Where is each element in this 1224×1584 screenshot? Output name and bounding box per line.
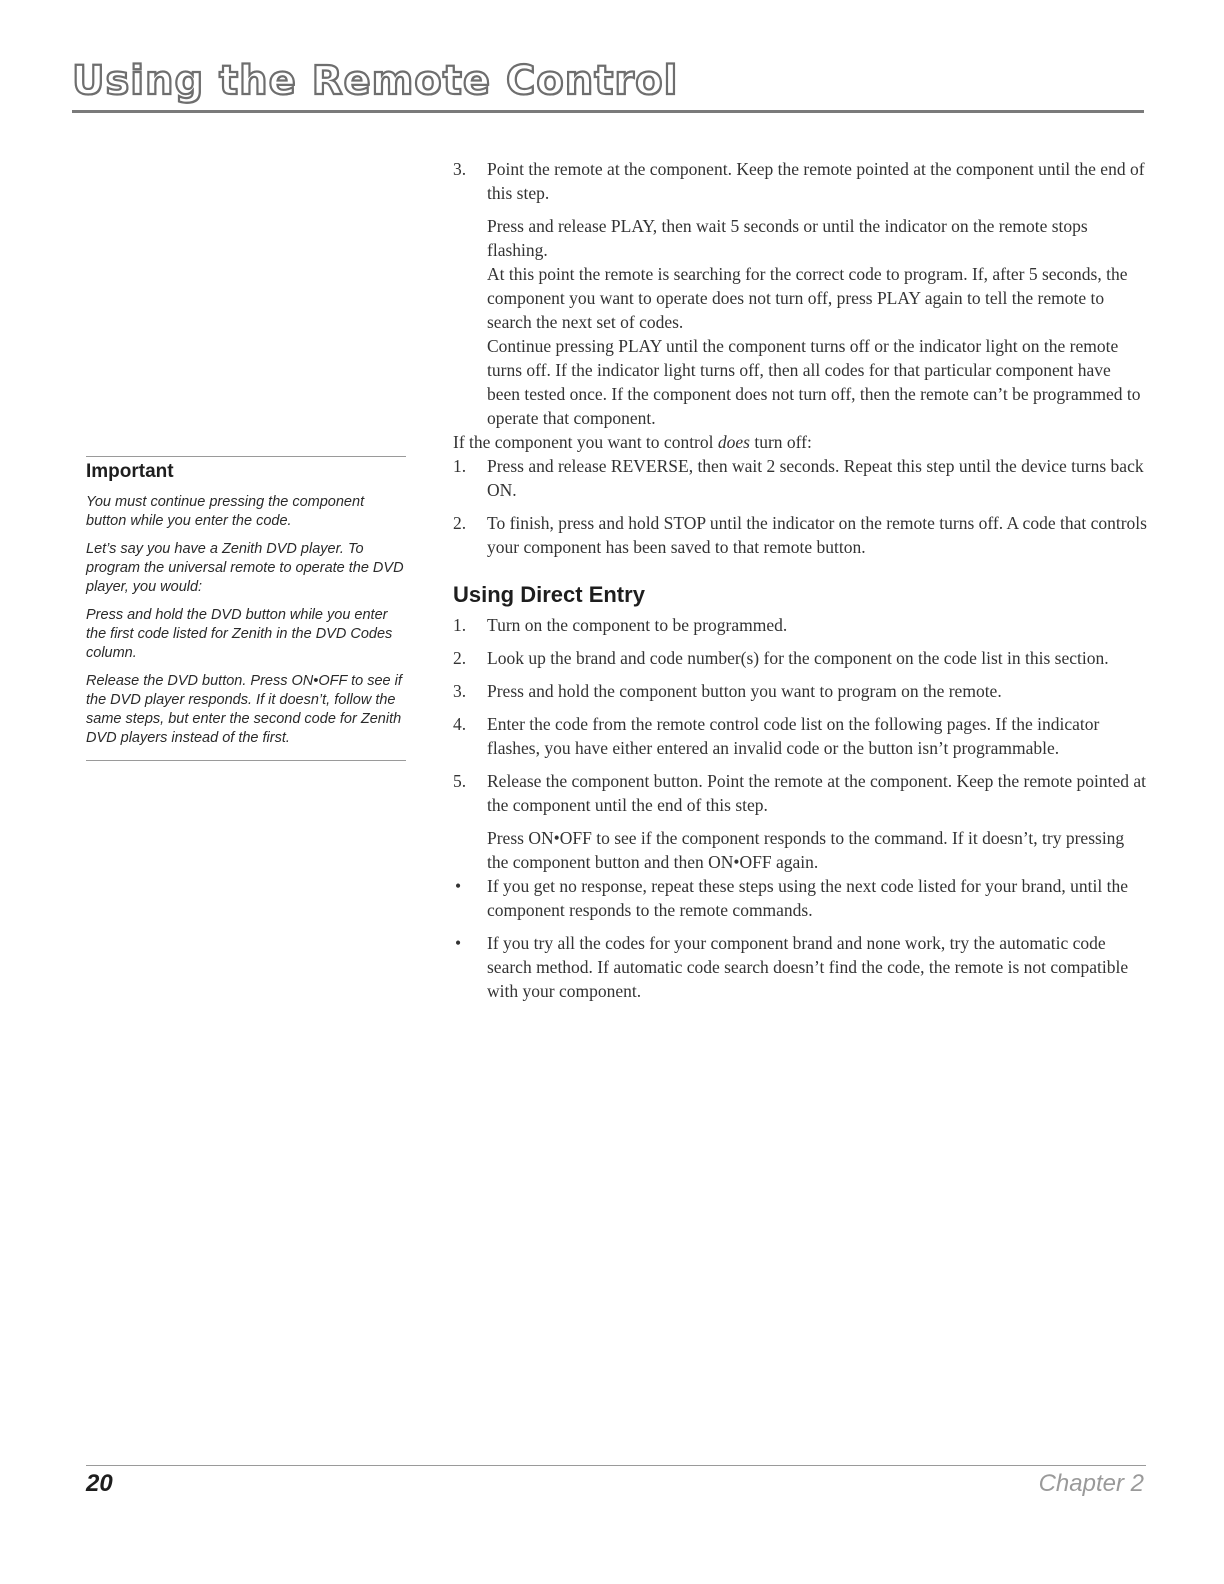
sidebar-paragraph: Release the DVD button. Press ON•OFF to see if the DVD player responds. If it doesn’t, follow the same steps, but enter the second code for Zenith DVD players instead of the first. bbox=[86, 673, 402, 746]
step-text: Point the remote at the component. Keep the remote pointed at the component until the end of this step. bbox=[487, 159, 1145, 203]
step-number: 2. bbox=[453, 513, 467, 533]
step-detail: At this point the remote is searching for the correct code to program. If, after 5 seconds, the component you want to operate does not turn off, press PLAY again to tell the remote to search the next set of codes. bbox=[487, 264, 1128, 332]
step-number: 1. bbox=[453, 456, 467, 476]
sidebar-paragraph: You must continue pressing the component button while you enter the code. bbox=[86, 494, 365, 529]
list-item bbox=[453, 679, 1148, 703]
list-item bbox=[453, 157, 1148, 205]
step-number: 1. bbox=[453, 615, 467, 635]
condition-text-start: If the component you want to control bbox=[453, 432, 718, 452]
condition-text bbox=[453, 430, 1148, 454]
bullet-text: If you get no response, repeat these steps using the next code listed for your brand, until the component responds to the remote commands. bbox=[487, 876, 1129, 920]
step-text: Press and release REVERSE, then wait 2 seconds. Repeat this step until the device turns back ON. bbox=[487, 456, 1144, 500]
step-number: 4. bbox=[453, 714, 467, 734]
step-text: Enter the code from the remote control code list on the following pages. If the indicator flashes, you have either entered an invalid code or the button isn’t programmable. bbox=[487, 714, 1100, 758]
condition-emphasis: does bbox=[717, 432, 750, 452]
section-heading: Using Direct Entry bbox=[453, 582, 645, 607]
condition-text-end: turn off: bbox=[749, 432, 812, 452]
step-number: 5. bbox=[453, 771, 467, 791]
step-detail: Continue pressing PLAY until the component turns off or the indicator light on the remote turns off. If the indicator light turns off, then all codes for that particular component have been tested once. If the component does not turn off, then the remote can’t be programmed to operate that component. bbox=[487, 336, 1141, 428]
step-text: Look up the brand and code number(s) for the component on the code list in this section. bbox=[487, 648, 1109, 668]
important-sidebar bbox=[86, 456, 406, 761]
footer-rule bbox=[86, 1465, 1146, 1466]
list-item bbox=[453, 769, 1148, 817]
step-text: Press and hold the component button you want to program on the remote. bbox=[487, 681, 1002, 701]
list-item bbox=[453, 454, 1148, 502]
bullet-text: If you try all the codes for your component brand and none work, try the automatic code search method. If automatic code search doesn’t find the code, the remote is not compatible with your component. bbox=[487, 933, 1129, 1001]
step-text: To finish, press and hold STOP until the indicator on the remote turns off. A code that controls your component has been saved to that remote button. bbox=[487, 513, 1147, 557]
sidebar-paragraph: Let’s say you have a Zenith DVD player. To program the universal remote to operate the DVD player, you would: bbox=[86, 541, 404, 595]
step-detail: Press and release PLAY, then wait 5 seconds or until the indicator on the remote stops flashing. bbox=[487, 216, 1088, 260]
bullet-icon: • bbox=[455, 933, 462, 953]
step-number: 2. bbox=[453, 648, 467, 668]
list-item bbox=[453, 712, 1148, 760]
bullet-icon: • bbox=[455, 876, 462, 896]
step-text: Release the component button. Point the remote at the component. Keep the remote pointed at the component until the end of this step. bbox=[487, 771, 1146, 815]
page-title: Using the Remote Control bbox=[72, 58, 679, 104]
main-column bbox=[453, 157, 1148, 1012]
list-item bbox=[453, 613, 1148, 637]
list-item bbox=[453, 511, 1148, 559]
sidebar-bottom-rule bbox=[86, 760, 406, 761]
bullet-item bbox=[453, 931, 1148, 1003]
bullet-item bbox=[453, 874, 1148, 922]
chapter-label: Chapter 2 bbox=[1038, 1470, 1144, 1497]
list-item bbox=[453, 646, 1148, 670]
sidebar-paragraph: Press and hold the DVD button while you enter the first code listed for Zenith in the DVD Codes column. bbox=[86, 607, 393, 661]
title-rule bbox=[72, 110, 1144, 113]
step-number: 3. bbox=[453, 159, 467, 179]
sidebar-top-rule bbox=[86, 456, 406, 457]
step-text: Turn on the component to be programmed. bbox=[487, 615, 788, 635]
step-detail: Press ON•OFF to see if the component responds to the command. If it doesn’t, try pressing the component button and then ON•OFF again. bbox=[487, 828, 1125, 872]
step-number: 3. bbox=[453, 681, 467, 701]
sidebar-heading: Important bbox=[86, 461, 174, 482]
page-number: 20 bbox=[86, 1470, 113, 1497]
